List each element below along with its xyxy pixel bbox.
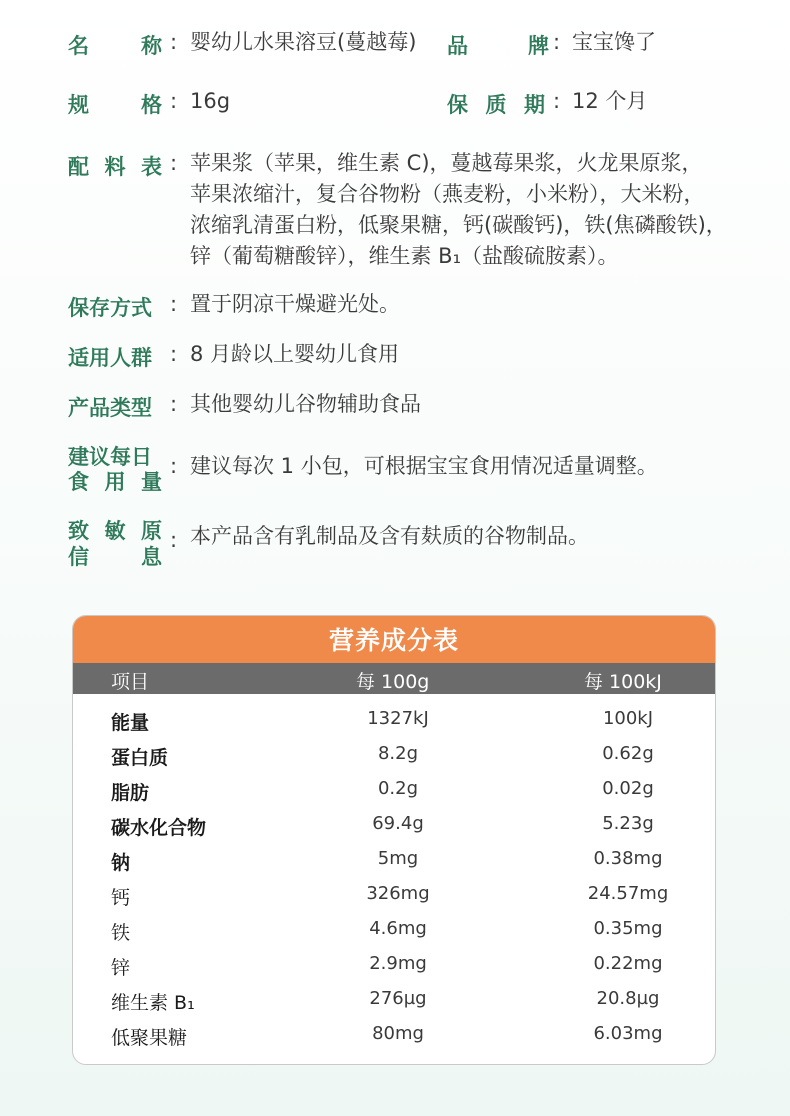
nutrition-table-header	[73, 663, 715, 694]
value-per-100kj: 20.8µg	[596, 988, 660, 1009]
product-type-value: 其他婴幼儿谷物辅助食品	[190, 392, 421, 416]
storage-value: 置于阴凉干燥避光处。	[190, 292, 400, 316]
daily-label-line-2: 食 用 量	[68, 470, 162, 494]
crowd-label: 适用人群	[68, 346, 152, 370]
table-row	[73, 918, 715, 953]
value-per-100kj: 0.22mg	[593, 953, 663, 974]
table-row	[73, 743, 715, 778]
colon: :	[170, 392, 178, 416]
shelf-life-value: 12 个月	[572, 89, 648, 113]
colon: :	[170, 454, 178, 478]
value-per-100g: 2.9mg	[369, 953, 427, 974]
table-row	[73, 953, 715, 988]
value-per-100g: 80mg	[372, 1023, 424, 1044]
colon: :	[170, 30, 178, 54]
nutrient-name: 铁	[111, 922, 131, 944]
brand-label-part2: 牌	[528, 34, 549, 58]
nutrition-table	[72, 615, 716, 1065]
nutrient-name: 低聚果糖	[111, 1027, 188, 1049]
value-per-100g: 326mg	[366, 883, 430, 904]
table-row	[73, 778, 715, 813]
value-per-100kj: 0.35mg	[593, 918, 663, 939]
header-item: 项目	[111, 671, 150, 693]
daily-value: 建议每次 1 小包，可根据宝宝食用情况适量调整。	[190, 454, 658, 478]
allergen-label-line-1: 致 敏 原	[68, 519, 162, 543]
product-type-label: 产品类型	[68, 396, 152, 420]
nutrient-name: 钙	[111, 887, 131, 909]
nutrient-name: 维生素 B₁	[111, 992, 195, 1014]
nutrient-name: 蛋白质	[111, 747, 169, 769]
allergen-value: 本产品含有乳制品及含有麸质的谷物制品。	[190, 524, 589, 548]
colon: :	[170, 89, 178, 113]
nutrient-name: 钠	[111, 852, 131, 874]
value-per-100g: 5mg	[377, 848, 419, 869]
value-per-100g: 1327kJ	[367, 708, 429, 729]
value-per-100g: 276µg	[369, 988, 427, 1009]
crowd-value: 8 月龄以上婴幼儿食用	[190, 342, 400, 366]
value-per-100g: 0.2g	[377, 778, 419, 799]
value-per-100kj: 6.03mg	[593, 1023, 663, 1044]
colon: :	[170, 342, 178, 366]
shelf-life-label: 保 质 期	[447, 93, 545, 117]
allergen-label-line-2: 信 息	[68, 545, 162, 569]
name-label: 名 称	[68, 34, 162, 58]
nutrient-name: 锌	[111, 957, 131, 979]
nutrient-name: 能量	[111, 712, 150, 734]
product-name: 婴幼儿水果溶豆(蔓越莓)	[190, 30, 417, 54]
ingredients-label: 配 料 表	[68, 155, 162, 179]
value-per-100kj: 0.02g	[602, 778, 654, 799]
table-row	[73, 813, 715, 848]
value-per-100kj: 24.57mg	[587, 883, 669, 904]
value-per-100kj: 0.62g	[602, 743, 654, 764]
value-per-100kj: 0.38mg	[593, 848, 663, 869]
table-row	[73, 883, 715, 918]
colon: :	[170, 151, 178, 175]
brand-value: 宝宝馋了	[572, 30, 656, 54]
table-row	[73, 1023, 715, 1058]
colon: :	[170, 528, 178, 552]
spec-label: 规 格	[68, 93, 162, 117]
colon: :	[170, 292, 178, 316]
table-row	[73, 708, 715, 743]
value-per-100g: 8.2g	[377, 743, 419, 764]
colon: :	[553, 30, 561, 54]
ingredients-line-2: 苹果浓缩汁，复合谷物粉（燕麦粉，小米粉），大米粉，	[190, 182, 705, 206]
table-row	[73, 988, 715, 1023]
colon: :	[553, 89, 561, 113]
value-per-100g: 4.6mg	[369, 918, 427, 939]
nutrient-name: 脂肪	[111, 782, 150, 804]
nutrient-name: 碳水化合物	[111, 817, 207, 839]
header-per-100g: 每 100g	[356, 671, 430, 693]
ingredients-line-4: 锌（葡萄糖酸锌），维生素 B₁（盐酸硫胺素）。	[190, 244, 619, 268]
brand-label-part1: 品	[447, 34, 468, 58]
storage-label: 保存方式	[68, 296, 152, 320]
ingredients-line-1: 苹果浆（苹果，维生素 C)，蔓越莓果浆，火龙果原浆，	[190, 151, 703, 175]
table-row	[73, 848, 715, 883]
value-per-100g: 69.4g	[372, 813, 424, 834]
ingredients-line-3: 浓缩乳清蛋白粉，低聚果糖，钙(碳酸钙)，铁(焦磷酸铁)，	[190, 213, 727, 237]
spec-value: 16g	[190, 89, 231, 113]
value-per-100kj: 5.23g	[602, 813, 654, 834]
nutrition-table-title: 营养成分表	[73, 616, 715, 663]
value-per-100kj: 100kJ	[602, 708, 654, 729]
header-per-100kj: 每 100kJ	[584, 671, 662, 693]
daily-label-line-1: 建议每日	[68, 445, 152, 469]
